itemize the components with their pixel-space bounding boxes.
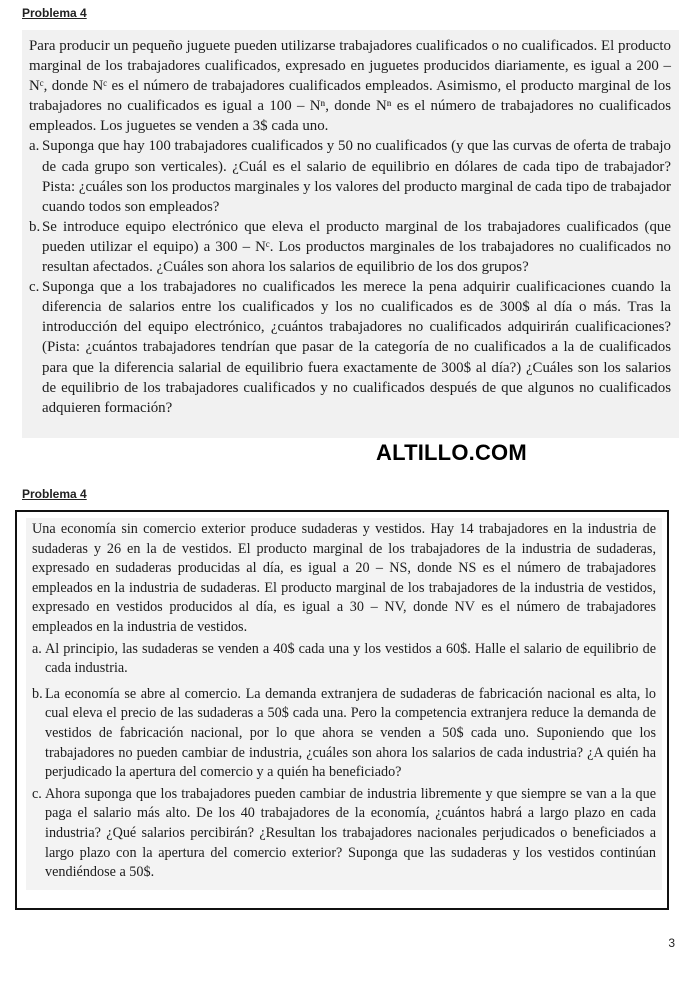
item-text: Ahora suponga que los trabajadores pueden cambiar de industria libremente y que siempre se van a la que paga el salario más alto. De los 40 trabajadores de la economía, ¿cuántos habrá a largo plazo en cada industria? ¿Qué salarios percibirán? ¿Resultan los trabajadores nacionales perjudicados o beneficiados a largo plazo con la apertura del comercio exterior? Suponga que las sudaderas y los vestidos continúan vendiéndose a 50$. bbox=[45, 785, 656, 881]
problem-2-heading: Problema 4 bbox=[22, 487, 87, 501]
problem-2-item-b bbox=[32, 685, 656, 783]
problem-1-item-b bbox=[29, 217, 671, 277]
item-label: b. bbox=[29, 218, 41, 235]
item-text: Suponga que hay 100 trabajadores cualificados y 50 no cualificados (y que las curvas de oferta de trabajo de cada grupo son verticales). ¿Cuál es el salario de equilibrio en dólares de cada tipo de trabajador? Pista: ¿cuáles son los productos marginales y los valores del producto marginal de cada tipo de trabajador cuando todos son empleados? bbox=[42, 138, 671, 215]
item-text: La economía se abre al comercio. La demanda extranjera de sudaderas de fabricación nacional es alta, lo cual eleva el precio de las sudaderas a 50$ cada una. Pero la competencia extranjera reduce la demanda de vestidos de fabricación nacional, por lo que ahora se venden a 50$ cada uno. Suponiendo que los trabajadores no pueden cambiar de industria, ¿cuáles son ahora los salarios de cada industria? ¿A quién ha perjudicado la apertura del comercio y a quién ha beneficiado? bbox=[45, 685, 656, 781]
item-text: Al principio, las sudaderas se venden a 40$ cada una y los vestidos a 60$. Halle el salario de equilibrio de cada industria. bbox=[45, 640, 656, 677]
item-label: a. bbox=[29, 138, 40, 155]
problem-1-scan bbox=[22, 30, 679, 438]
page-number: 3 bbox=[668, 936, 675, 950]
site-watermark: ALTILLO.COM bbox=[376, 440, 527, 465]
problem-2-item-c bbox=[32, 785, 656, 883]
item-label: a. bbox=[32, 640, 42, 657]
item-label: c. bbox=[32, 785, 42, 802]
problem-1-heading: Problema 4 bbox=[22, 6, 87, 20]
problem-1-item-a bbox=[29, 136, 671, 216]
problem-1-item-c bbox=[29, 277, 671, 418]
problem-1-intro: Para producir un pequeño juguete pueden utilizarse trabajadores cualificados o no cualificados. El producto marginal de los trabajadores cualificados, expresado en juguetes producidos diariamente, es igual a 200 – Nᶜ, donde Nᶜ es el número de trabajadores cualificados empleados. Asimismo, el producto marginal de los trabajadores no cualificados es igual a 100 – Nⁿ, donde Nⁿ es el número de trabajadores no cualificados empleados. Los juguetes se venden a 3$ cada uno. bbox=[29, 38, 671, 135]
item-text: Suponga que a los trabajadores no cualificados les merece la pena adquirir cualificaciones cuando la diferencia de salarios entre los cualificados y los no cualificados es de 300$ al día o más. Tras la introducción del equipo electrónico, ¿cuántos trabajadores no cualificados adquirirán cualificaciones? (Pista: ¿cuántos trabajadores tendrían que pasar de la categoría de no cualificados a la de cualificados para que la diferencia salarial de equilibrio fuera exactamente de 300$ al día?) ¿Cuáles son los salarios de equilibrio de los trabajadores cualificados y no cualificados después de que algunos no cualificados adquieren formación? bbox=[42, 279, 671, 416]
item-label: c. bbox=[29, 279, 40, 296]
divider bbox=[32, 679, 656, 683]
problem-2-scan bbox=[26, 518, 662, 890]
item-text: Se introduce equipo electrónico que eleva el producto marginal de los trabajadores cualificados (que pueden utilizar el equipo) a 300 – Nᶜ. Los productos marginales de los trabajadores no cualificados no resultan afectados. ¿Cuáles son ahora los salarios de equilibrio de los dos grupos? bbox=[42, 218, 671, 276]
problem-2-item-a bbox=[32, 640, 656, 679]
problem-2-intro: Una economía sin comercio exterior produce sudaderas y vestidos. Hay 14 trabajadores en la industria de sudaderas y 26 en la de vestidos. El producto marginal de los trabajadores de la industria de sudaderas, expresado en sudaderas producidas al día, es igual a 20 – NS, donde NS es el número de trabajadores empleados en la industria de sudaderas. El producto marginal de los trabajadores de la industria de vestidos, expresado en vestidos producidos al día, es igual a 30 – NV, donde NV es el número de trabajadores empleados en la industria de vestidos. bbox=[32, 521, 656, 635]
item-label: b. bbox=[32, 685, 43, 702]
